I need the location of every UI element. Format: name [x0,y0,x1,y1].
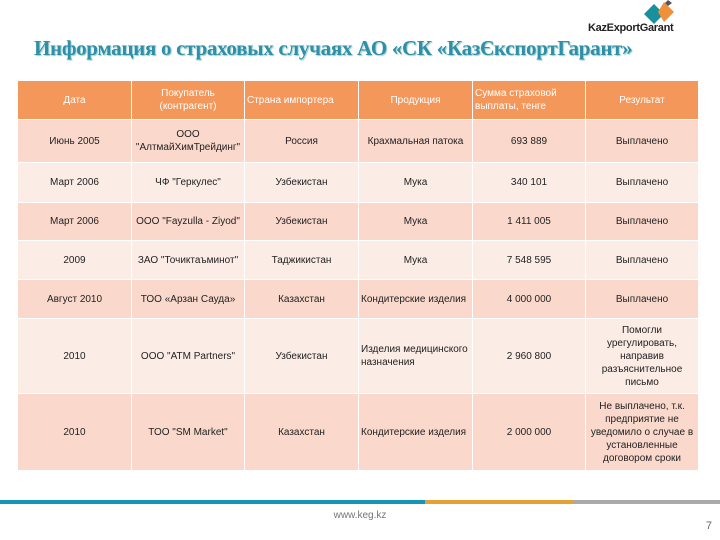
cell-product: Мука [359,203,473,241]
cell-buyer: ЗАО "Точиктаъминот" [132,241,245,280]
cell-amount: 2 000 000 [473,394,586,471]
cell-country: Узбекистан [245,163,359,203]
cell-date: 2009 [18,241,132,280]
cell-buyer: ООО "ATM Partners" [132,319,245,394]
cell-product: Кондитерские изделия [359,280,473,319]
cell-product: Изделия медицинского назначения [359,319,473,394]
footer-url: www.keg.kz [333,510,387,521]
cell-amount: 693 889 [473,120,586,163]
cell-product: Мука [359,163,473,203]
cell-country: Узбекистан [245,203,359,241]
footer-bar-teal [0,500,425,504]
header-buyer: Покупатель (контрагент) [132,81,245,120]
cell-amount: 4 000 000 [473,280,586,319]
table-row [18,241,699,280]
header-date: Дата [18,81,132,120]
cell-date: Июнь 2005 [18,120,132,163]
cell-product: Кондитерские изделия [359,394,473,471]
cell-country: Россия [245,120,359,163]
cell-result: Выплачено [586,280,699,319]
table-row [18,319,699,394]
cell-buyer: ТОО «Арзан Сауда» [132,280,245,319]
cell-buyer: ЧФ "Геркулес" [132,163,245,203]
cell-country: Узбекистан [245,319,359,394]
logo-text: KazExportGarant [588,22,674,34]
cell-result: Выплачено [586,241,699,280]
cell-date: Март 2006 [18,203,132,241]
cell-country: Казахстан [245,394,359,471]
cell-amount: 1 411 005 [473,203,586,241]
cell-date: 2010 [18,319,132,394]
cell-result: Помогли урегулировать, направив разъяснительное письмо [586,319,699,394]
table-row [18,203,699,241]
table-row [18,163,699,203]
cell-buyer: ООО "АлтмайХимТрейдинг" [132,120,245,163]
table-header-row [18,81,699,120]
cell-date: Август 2010 [18,280,132,319]
header-amount: Сумма страховой выплаты, тенге [473,81,586,120]
cell-result: Выплачено [586,203,699,241]
cell-buyer: ООО "Fayzulla - Ziyod" [132,203,245,241]
header-country: Страна импортера [245,81,359,120]
cell-amount: 7 548 595 [473,241,586,280]
cell-date: Март 2006 [18,163,132,203]
page-number: 7 [705,520,712,532]
cell-amount: 2 960 800 [473,319,586,394]
insurance-cases-table [17,80,699,471]
table-row [18,394,699,471]
footer-bar-gray [573,500,720,504]
cell-country: Казахстан [245,280,359,319]
cell-product: Крахмальная патока [359,120,473,163]
table-row [18,280,699,319]
cell-date: 2010 [18,394,132,471]
cell-result: Выплачено [586,163,699,203]
cell-amount: 340 101 [473,163,586,203]
cell-product: Мука [359,241,473,280]
page-title: Информация о страховых случаях АО «СК «КазЄкспортГарант» [34,36,633,60]
cell-result: Не выплачено, т.к. предприятие не уведомило о случае в установленные договором сроки [586,394,699,471]
cell-result: Выплачено [586,120,699,163]
cell-country: Таджикистан [245,241,359,280]
table-row [18,120,699,163]
cell-buyer: ТОО "SM Market" [132,394,245,471]
header-result: Результат [586,81,699,120]
header-product: Продукция [359,81,473,120]
footer-bar-orange [425,500,573,504]
